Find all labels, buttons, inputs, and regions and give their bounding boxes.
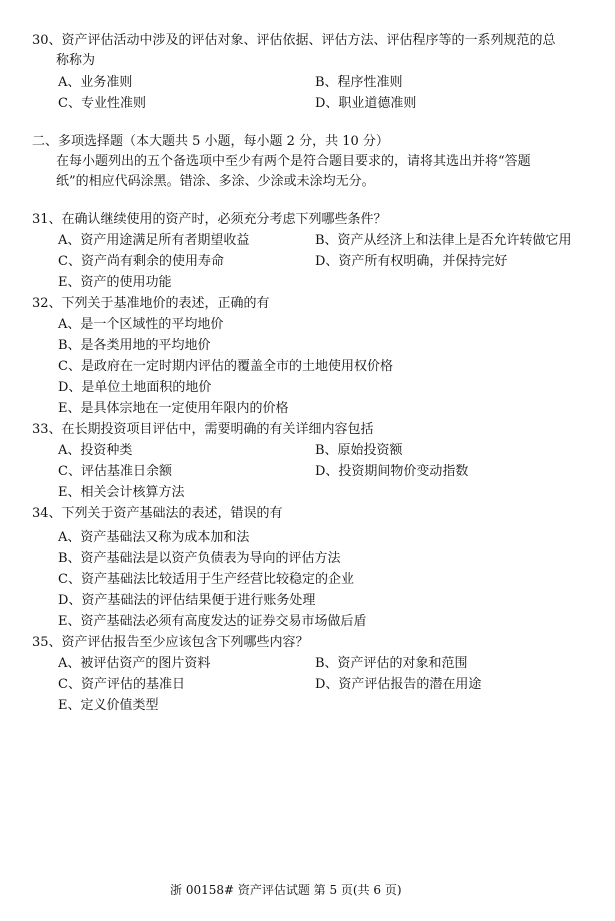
q35-stem: 35、资产评估报告至少应该包含下列哪些内容？ [32, 635, 309, 650]
q32-stem: 32、下列关于基准地价的表述，正确的有 [32, 296, 270, 311]
q34-option-a: A、资产基础法又称为成本加和法 [58, 530, 250, 545]
q32-option-c: C、是政府在一定时期内评估的覆盖全市的土地使用权价格 [58, 359, 393, 374]
q34-option-e: E、资产基础法必须有高度发达的证券交易市场做后盾 [58, 614, 367, 629]
q33-option-d: D、投资期间物价变动指数 [315, 464, 469, 479]
page-footer: 浙 00158# 资产评估试题 第 5 页(共 6 页) [170, 883, 402, 897]
q33-option-c: C、评估基准日余额 [58, 464, 172, 479]
q31-option-e: E、资产的使用功能 [58, 275, 172, 290]
q31-option-a: A、资产用途满足所有者期望收益 [58, 233, 250, 248]
q34-option-b: B、资产基础法是以资产负债表为导向的评估方法 [58, 551, 341, 566]
q33-option-b: B、原始投资额 [315, 443, 403, 458]
q30-option-b: B、程序性准则 [315, 75, 403, 90]
q34-stem: 34、下列关于资产基础法的表述，错误的有 [32, 506, 283, 521]
q31-option-d: D、资产所有权明确，并保持完好 [315, 254, 508, 269]
q35-option-e: E、定义价值类型 [58, 698, 159, 713]
q32-option-e: E、是具体宗地在一定使用年限内的价格 [58, 401, 289, 416]
q32-option-d: D、是单位土地面积的地价 [58, 380, 212, 395]
q30-option-a: A、业务准则 [58, 75, 133, 90]
q30-stem-line1: 30、资产评估活动中涉及的评估对象、评估依据、评估方法、评估程序等的一系列规范的总 [32, 33, 556, 48]
q31-option-b: B、资产从经济上和法律上是否允许转做它用 [315, 233, 572, 248]
q33-stem: 33、在长期投资项目评估中，需要明确的有关详细内容包括 [32, 422, 374, 437]
q35-option-b: B、资产评估的对象和范围 [315, 656, 468, 671]
q32-option-b: B、是各类用地的平均地价 [58, 338, 211, 353]
section2-title: 二、多项选择题（本大题共 5 小题，每小题 2 分，共 10 分） [32, 134, 389, 149]
q33-option-e: E、相关会计核算方法 [58, 485, 185, 500]
q34-option-c: C、资产基础法比较适用于生产经营比较稳定的企业 [58, 572, 354, 587]
q35-option-a: A、被评估资产的图片资料 [58, 656, 211, 671]
q35-option-c: C、资产评估的基准日 [58, 677, 185, 692]
q33-option-a: A、投资种类 [58, 443, 133, 458]
q34-option-d: D、资产基础法的评估结果便于进行账务处理 [58, 593, 316, 608]
section2-instructions-line2: 纸”的相应代码涂黑。错涂、多涂、少涂或未涂均无分。 [56, 174, 375, 189]
q35-option-d: D、资产评估报告的潜在用途 [315, 677, 482, 692]
q31-option-c: C、资产尚有剩余的使用寿命 [58, 254, 224, 269]
q31-stem: 31、在确认继续使用的资产时，必须充分考虑下列哪些条件？ [32, 212, 387, 227]
q30-stem-line2: 称称为 [56, 53, 96, 68]
q30-option-d: D、职业道德准则 [315, 96, 417, 111]
section2-instructions-line1: 在每小题列出的五个备选项中至少有两个是符合题目要求的，请将其选出并将“答题 [56, 154, 531, 169]
q32-option-a: A、是一个区域性的平均地价 [58, 317, 224, 332]
q30-option-c: C、专业性准则 [58, 96, 146, 111]
